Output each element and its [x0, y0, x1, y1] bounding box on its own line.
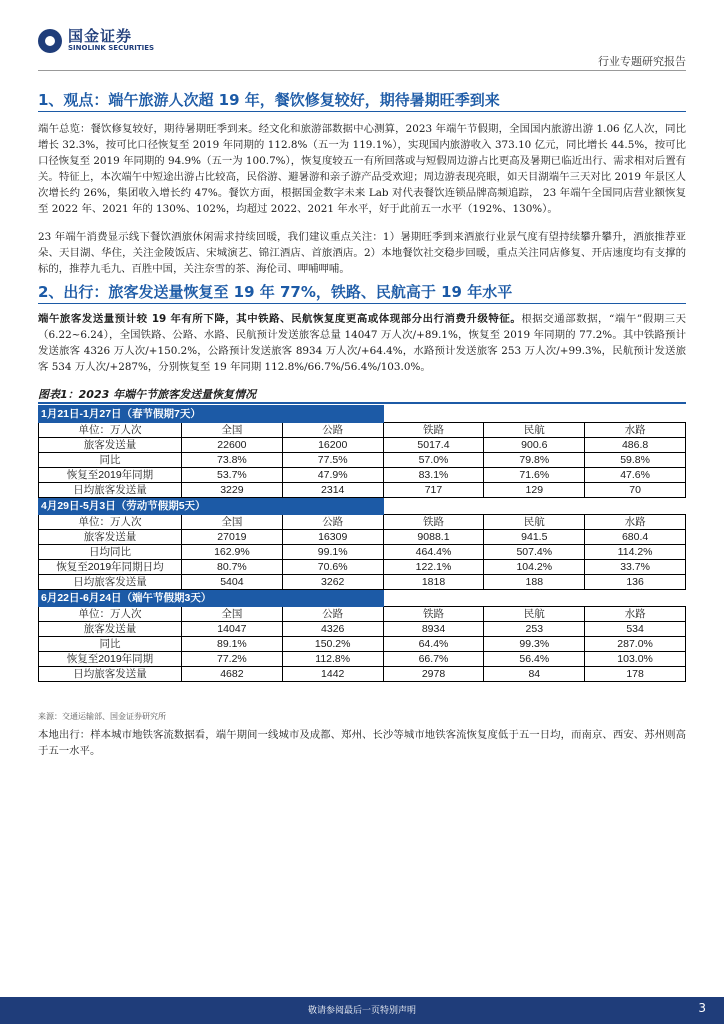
footer-disclaimer: 敬请参阅最后一页特别声明 — [307, 1006, 416, 1016]
table-row-label: 恢复至2019年同期 — [39, 468, 182, 483]
table-row — [39, 515, 686, 530]
table-cell: 8934 — [383, 622, 484, 637]
table-cell: 59.8% — [585, 453, 686, 468]
table-row-label: 恢复至2019年同期 — [39, 652, 182, 667]
table-row-label: 同比 — [39, 453, 182, 468]
table-row-label: 旅客发送量 — [39, 530, 182, 545]
table-cell: 22600 — [182, 438, 283, 453]
report-type: 行业专题研究报告 — [598, 55, 686, 68]
table-cell: 全国 — [182, 423, 283, 438]
table-cell: 71.6% — [484, 468, 585, 483]
section2-divider — [38, 303, 686, 304]
table-cell: 162.9% — [182, 545, 283, 560]
table-row — [39, 545, 686, 560]
table-row-label: 单位：万人次 — [39, 515, 182, 530]
table-cell: 464.4% — [383, 545, 484, 560]
table-cell: 70.6% — [282, 560, 383, 575]
table-cell: 14047 — [182, 622, 283, 637]
page-header — [0, 0, 724, 76]
table-row-label: 日均同比 — [39, 545, 182, 560]
table-row-label: 旅客发送量 — [39, 438, 182, 453]
table-row — [39, 438, 686, 453]
table-cell: 99.1% — [282, 545, 383, 560]
table-cell: 66.7% — [383, 652, 484, 667]
table-cell: 4326 — [282, 622, 383, 637]
logo-en: SINOLINK SECURITIES — [68, 44, 155, 52]
table-cell: 9088.1 — [383, 530, 484, 545]
table-cell: 公路 — [282, 607, 383, 622]
table-period-blank — [383, 498, 685, 515]
figure-title: 图表1：2023 年端午节旅客发送量恢复情况 — [38, 388, 257, 401]
table-cell: 民航 — [484, 515, 585, 530]
table-cell: 104.2% — [484, 560, 585, 575]
table-cell: 铁路 — [383, 515, 484, 530]
table-cell: 129 — [484, 483, 585, 498]
table-cell: 公路 — [282, 515, 383, 530]
table-cell: 1442 — [282, 667, 383, 682]
table-period-row — [39, 498, 686, 515]
table-row — [39, 483, 686, 498]
table-row-label: 日均旅客发送量 — [39, 483, 182, 498]
table-period-label: 4月29日-5月3日（劳动节假期5天） — [39, 498, 384, 515]
figure-source: 来源：交通运输部、国金证券研究所 — [38, 712, 166, 721]
table-row-label: 旅客发送量 — [39, 622, 182, 637]
table-cell: 73.8% — [182, 453, 283, 468]
table-cell: 全国 — [182, 515, 283, 530]
section1-para2: 23 年端午消费显示线下餐饮酒旅休闲需求持续回暖，我们建议重点关注：1）暑期旺季到来酒旅行业景气度有望持续攀升攀升，酒旅推荐亚朵、天目湖、华住，关注金陵饭店、宋城演艺、锦江酒店、首旅酒店。2）本地餐饮社交稳步回暖，重点关注同店修复、开店速度均有支撑的标的，推荐九毛九、百胜中国，关注奈雪的茶、海伦司、呷哺呷哺。 — [38, 231, 686, 275]
figure-divider — [38, 402, 686, 404]
page-number: 3 — [698, 1001, 706, 1015]
table-cell: 27019 — [182, 530, 283, 545]
table-cell: 114.2% — [585, 545, 686, 560]
section1-para1: 端午总览：餐饮修复较好，期待暑期旺季到来。经文化和旅游部数据中心测算，2023 年端午节假期，全国国内旅游出游 1.06 亿人次，同比增长 32.3%，按可比口径恢复至 2019 年同期的 112.8%（五一为 119.1%），实现国内旅游收入 373.10 亿元，同比增长 44.5%，按可比口径恢复至 2019 年同期的 94.9%（五一为 100.7%），恢复度较五一有所回落或与短假周边游占比更高及暑期已临近出行、需求相对后置有关。特征上，本次端午中短途出游占比较高，民俗游、避暑游和亲子游产品受欢迎；周边游表现亮眼，如天目湖端午三天对比 2019 年景区人次增长约 26%，集团收入增长约 47%。餐饮方面，根据国金数字未来 Lab 对代表餐饮连锁品牌高频追踪， 23 年端午全国同店营业额恢复至 2022 年、2021 年的 130%、102%，均超过 2022、2021 年水平，好于此前五一水平（192%、130%）。 — [38, 123, 686, 215]
table-row — [39, 637, 686, 652]
table-row-label: 单位：万人次 — [39, 423, 182, 438]
table-cell: 717 — [383, 483, 484, 498]
company-logo — [38, 28, 154, 53]
table-cell: 112.8% — [282, 652, 383, 667]
table-cell: 2978 — [383, 667, 484, 682]
table-row — [39, 530, 686, 545]
table-cell: 534 — [585, 622, 686, 637]
table-row — [39, 423, 686, 438]
table-cell: 5017.4 — [383, 438, 484, 453]
table-cell: 900.6 — [484, 438, 585, 453]
table-cell: 33.7% — [585, 560, 686, 575]
section1-divider — [38, 111, 686, 112]
table-row — [39, 652, 686, 667]
table-cell: 53.7% — [182, 468, 283, 483]
table-cell: 680.4 — [585, 530, 686, 545]
table-cell: 287.0% — [585, 637, 686, 652]
table-cell: 70 — [585, 483, 686, 498]
section1-title: 1、观点：端午旅游人次超 19 年，餐饮修复较好，期待暑期旺季到来 — [38, 91, 500, 109]
table-row — [39, 560, 686, 575]
section2-para-bold: 端午旅客发送量预计较 19 年有所下降，其中铁路、民航恢复度更高或体现部分出行消费升级特征。 — [38, 313, 522, 325]
table-row-label: 恢复至2019年同期日均 — [39, 560, 182, 575]
table-row-label: 日均旅客发送量 — [39, 575, 182, 590]
logo-cn: 国金证券 — [68, 27, 133, 45]
table-cell: 188 — [484, 575, 585, 590]
table-period-blank — [383, 590, 685, 607]
table-cell: 水路 — [585, 515, 686, 530]
table-cell: 89.1% — [182, 637, 283, 652]
table-row — [39, 667, 686, 682]
table-cell: 99.3% — [484, 637, 585, 652]
table-cell: 铁路 — [383, 423, 484, 438]
table-cell: 77.2% — [182, 652, 283, 667]
table-row — [39, 607, 686, 622]
local-travel-para: 本地出行：样本城市地铁客流数据看，端午期间一线城市及成都、郑州、长沙等城市地铁客流恢复度低于五一日均，而南京、西安、苏州则高于五一水平。 — [38, 729, 686, 757]
table-cell: 79.8% — [484, 453, 585, 468]
table-cell: 77.5% — [282, 453, 383, 468]
table-cell: 57.0% — [383, 453, 484, 468]
table-period-row — [39, 406, 686, 423]
table-cell: 16200 — [282, 438, 383, 453]
table-cell: 1818 — [383, 575, 484, 590]
table-row-label: 日均旅客发送量 — [39, 667, 182, 682]
table-cell: 136 — [585, 575, 686, 590]
table-cell: 103.0% — [585, 652, 686, 667]
table-cell: 公路 — [282, 423, 383, 438]
table-period-label: 1月21日-1月27日（春节假期7天） — [39, 406, 384, 423]
table-cell: 47.9% — [282, 468, 383, 483]
table-cell: 民航 — [484, 607, 585, 622]
table-cell: 178 — [585, 667, 686, 682]
section2-title: 2、出行：旅客发送量恢复至 19 年 77%，铁路、民航高于 19 年水平 — [38, 283, 513, 301]
table-cell: 486.8 — [585, 438, 686, 453]
table-cell: 80.7% — [182, 560, 283, 575]
table-cell: 铁路 — [383, 607, 484, 622]
table-cell: 84 — [484, 667, 585, 682]
table-cell: 4682 — [182, 667, 283, 682]
logo-mark-icon — [38, 29, 62, 53]
table-cell: 64.4% — [383, 637, 484, 652]
table-row-label: 单位：万人次 — [39, 607, 182, 622]
table-cell: 253 — [484, 622, 585, 637]
table-cell: 全国 — [182, 607, 283, 622]
table-cell: 941.5 — [484, 530, 585, 545]
table-cell: 3229 — [182, 483, 283, 498]
table-row — [39, 468, 686, 483]
table-cell: 水路 — [585, 607, 686, 622]
passenger-table — [38, 405, 686, 682]
table-cell: 150.2% — [282, 637, 383, 652]
section2-para — [38, 311, 686, 375]
table-cell: 2314 — [282, 483, 383, 498]
table-cell: 56.4% — [484, 652, 585, 667]
table-period-label: 6月22日-6月24日（端午节假期3天） — [39, 590, 384, 607]
table-cell: 83.1% — [383, 468, 484, 483]
table-row — [39, 453, 686, 468]
table-period-row — [39, 590, 686, 607]
table-cell: 水路 — [585, 423, 686, 438]
header-divider — [38, 70, 686, 71]
table-row-label: 同比 — [39, 637, 182, 652]
table-period-blank — [383, 406, 685, 423]
table-cell: 民航 — [484, 423, 585, 438]
table-cell: 122.1% — [383, 560, 484, 575]
section2-para-rest: 根据交通部数据，“端午”假期三天（6.22~6.24），全国铁路、公路、水路、民航预计发送旅客总量 14047 万人次/+89.1%，恢复至 2019 年同期的 77.2%。其中铁路预计发送旅客 4326 万人次/+150.2%，公路预计发送旅客 8934 万人次/+64.4%，水路预计发送旅客 253 万人次/+99.3%，民航预计发送旅客 534 万人次/+287%，分别恢复至 19 年同期 112.8%/66.7%/56.4%/103.0%。 — [38, 313, 686, 373]
table-cell: 47.6% — [585, 468, 686, 483]
table-cell: 5404 — [182, 575, 283, 590]
table-cell: 507.4% — [484, 545, 585, 560]
table-cell: 3262 — [282, 575, 383, 590]
table-cell: 16309 — [282, 530, 383, 545]
table-row — [39, 622, 686, 637]
table-row — [39, 575, 686, 590]
